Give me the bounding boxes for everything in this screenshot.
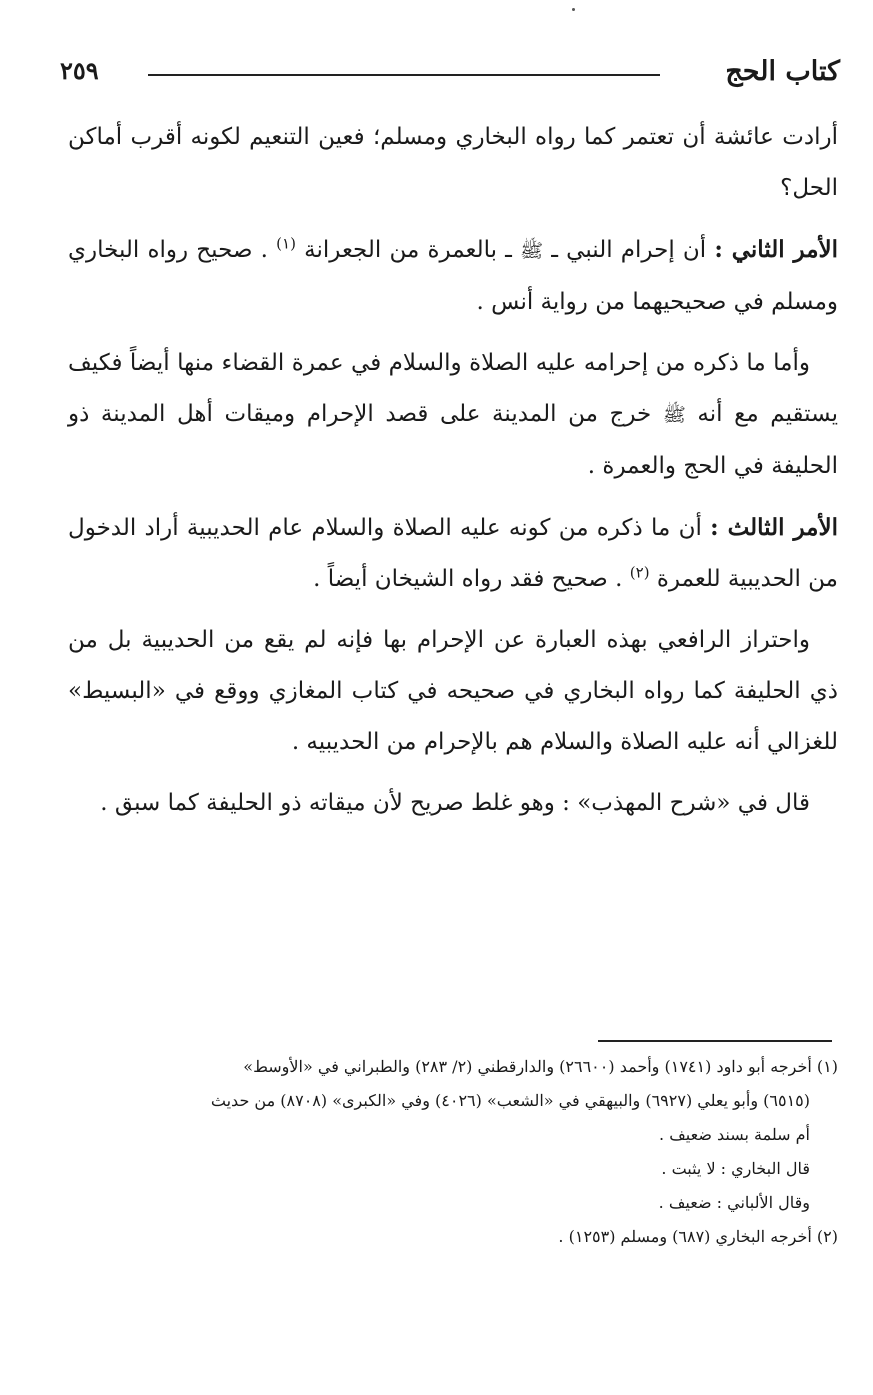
footnote-1-line-5: وقال الألباني : ضعيف . (658, 1193, 810, 1212)
section-heading-second: الأمر الثاني : (714, 236, 839, 263)
section-heading-third: الأمر الثالث : (710, 514, 838, 541)
paragraph-2 (68, 224, 838, 328)
paragraph-3 (68, 338, 838, 492)
paragraph-4-text-b: . صحيح فقد رواه الشيخان أيضاً . (313, 566, 623, 592)
footnote-1-line-4: قال البخاري : لا يثبت . (661, 1159, 810, 1178)
paragraph-6: قال في «شرح المهذب» : وهو غلط صريح لأن ميقاته ذو الحليفة كما سبق . (100, 790, 810, 816)
running-title: كتاب الحج (725, 56, 840, 87)
page-header (60, 54, 840, 94)
footnote-rule (598, 1040, 832, 1042)
footnote-1-line-3: أم سلمة بسند ضعيف . (659, 1125, 810, 1144)
footnote-1-line-2: (٦٥١٥) وأبو يعلي (٦٩٢٧) والبيهقي في «الشعب» (٤٠٢٦) وفي «الكبرى» (٨٧٠٨) من حديث (210, 1091, 810, 1110)
scan-speck (572, 8, 575, 11)
footnote-2: (٢) أخرجه البخاري (٦٨٧) ومسلم (١٢٥٣) . (558, 1227, 838, 1246)
footnote-ref-2: (٢) (629, 563, 650, 582)
header-rule (148, 74, 660, 76)
paragraph-2-text-b: ـ بالعمرة من الجعرانة (304, 237, 512, 263)
main-text (68, 112, 838, 839)
paragraph-2-text-a: أن إحرام النبي ـ (551, 237, 707, 263)
paragraph-3-text-a: وأما ما ذكره من إحرامه عليه الصلاة والسلام في عمرة القضاء منها أيضاً فكيف يستقيم مع أنه (68, 350, 839, 427)
paragraph-4 (68, 502, 838, 605)
page-number: ٢٥٩ (60, 56, 99, 85)
footnote-ref-1: (١) (276, 234, 296, 253)
honorific-ligature: ﷺ (662, 404, 686, 426)
paragraph-5: واحتراز الرافعي بهذه العبارة عن الإحرام بها فإنه لم يقع من الحديبية بل من ذي الحليفة كما رواه البخاري في صحيحه في كتاب المغازي ووقع في «البسيط» للغزالي أنه عليه الصلاة والسلام هم بالإحرام من الحديبيه . (68, 627, 838, 755)
paragraph-3-text-b: خرج من المدينة على قصد الإحرام وميقات أهل المدينة ذو الحليفة في الحج والعمرة . (68, 401, 838, 479)
paragraph-2-text-c: . صحيح رواه البخاري ومسلم في صحيحيهما من رواية أنس . (68, 237, 838, 315)
footnote-1-line-1: (١) أخرجه أبو داود (١٧٤١) وأحمد (٢٦٦٠٠) والدارقطني (٢/ ٢٨٣) والطبراني في «الأوسط» (243, 1057, 838, 1076)
footnotes (68, 1050, 838, 1254)
paragraph-4-text-a: أن ما ذكره من كونه عليه الصلاة والسلام عام الحديبية أراد الدخول من الحديبية للعمرة (68, 515, 838, 592)
honorific-ligature: ﷺ (520, 240, 544, 262)
paragraph-1: أرادت عائشة أن تعتمر كما رواه البخاري ومسلم؛ فعين التنعيم لكونه أقرب أماكن الحل؟ (68, 124, 838, 201)
